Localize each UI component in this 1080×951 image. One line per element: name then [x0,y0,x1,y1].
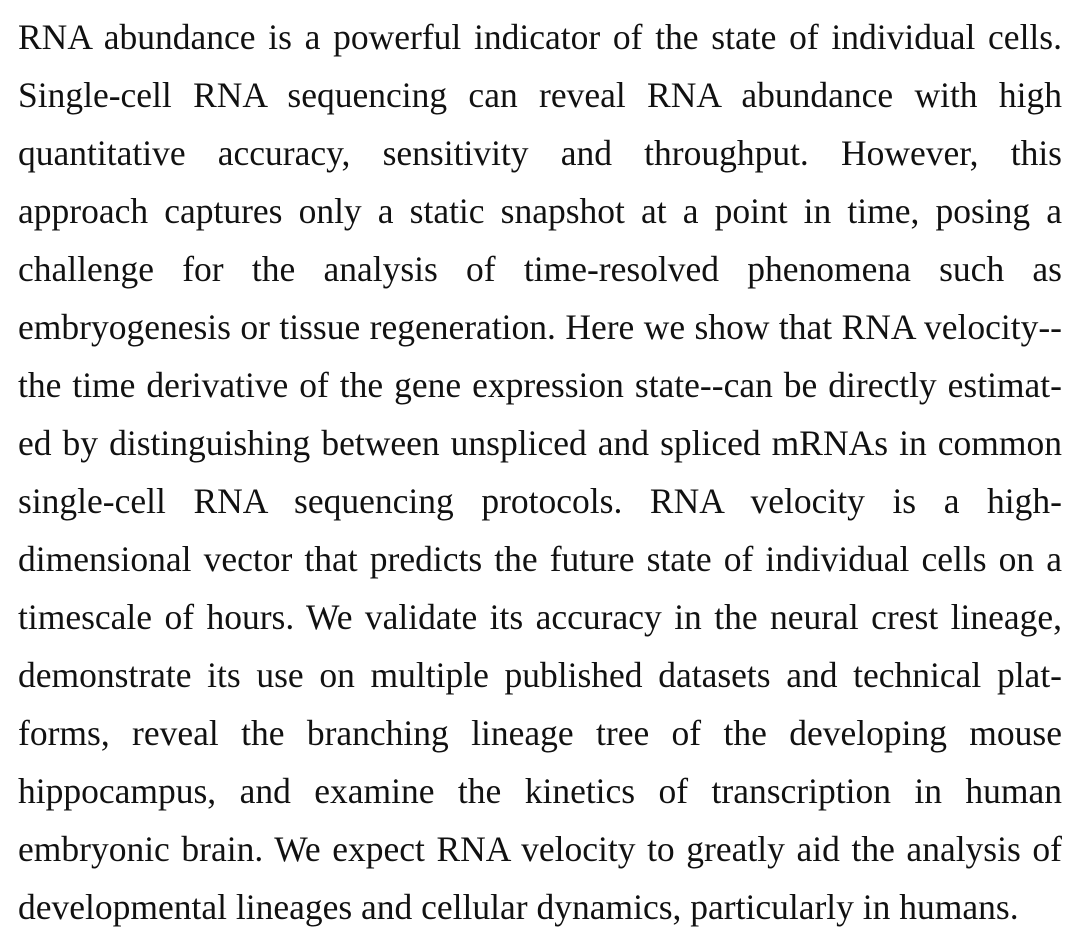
text-line: approach captures only a static snapshot at a point in time, posing a [18,191,1062,231]
text-line: the time derivative of the gene expression state--can be directly estimat- [18,365,1062,405]
text-line: challenge for the analysis of time-resolved phenomena such as [18,249,1062,289]
text-line: forms, reveal the branching lineage tree of the developing mouse [18,713,1062,753]
abstract-paragraph [18,8,1062,936]
text-line: single-cell RNA sequencing protocols. RNA velocity is a high- [18,481,1062,521]
text-line: quantitative accuracy, sensitivity and throughput. However, this [18,133,1062,173]
text-line: dimensional vector that predicts the future state of individual cells on a [18,539,1062,579]
text-line: RNA abundance is a powerful indicator of the state of individual cells. [18,17,1062,57]
text-line: developmental lineages and cellular dynamics, particularly in humans. [18,887,1019,927]
text-line: Single-cell RNA sequencing can reveal RNA abundance with high [18,75,1062,115]
text-line: demonstrate its use on multiple published datasets and technical plat- [18,655,1062,695]
text-line: hippocampus, and examine the kinetics of transcription in human [18,771,1062,811]
text-line: ed by distinguishing between unspliced and spliced mRNAs in common [18,423,1062,463]
text-line: embryonic brain. We expect RNA velocity to greatly aid the analysis of [18,829,1062,869]
text-line: timescale of hours. We validate its accuracy in the neural crest lineage, [18,597,1062,637]
text-line: embryogenesis or tissue regeneration. Here we show that RNA velocity-- [18,307,1062,347]
